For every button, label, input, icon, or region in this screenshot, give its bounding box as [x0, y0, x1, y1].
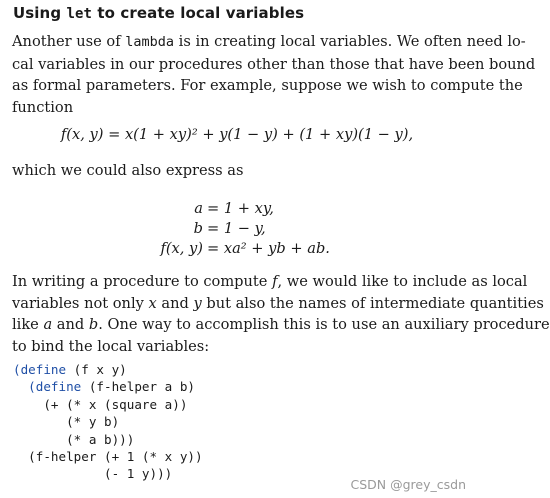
- equation-a: [0, 199, 474, 219]
- watermark: CSDN @grey_csdn: [350, 477, 466, 492]
- text-span: . One way to accomplish this is to use an auxiliary procedure: [98, 316, 550, 333]
- paragraph-intro: [12, 31, 536, 118]
- paragraph-procedure-line-2: [12, 293, 544, 315]
- code-indent: [13, 397, 43, 412]
- code-line: [13, 466, 172, 481]
- text-span: and: [156, 294, 194, 312]
- code-indent: [13, 449, 28, 464]
- paragraph-intro-line-2: cal variables in our procedures other than those that have been bound: [12, 55, 536, 73]
- text-span: , we would like to include as local: [277, 273, 528, 290]
- section-title-suffix: to create local variables: [92, 4, 305, 22]
- equation-main: [0, 126, 474, 143]
- code-text: (* y b): [66, 414, 120, 430]
- text-span: but also the names of intermediate quantities: [201, 294, 544, 312]
- code-line: [13, 449, 203, 464]
- equation-group: [0, 199, 474, 261]
- code-line: [13, 432, 134, 447]
- code-text: (f-helper (+ 1 (* x y)): [28, 449, 203, 465]
- section-title: [13, 4, 304, 22]
- code-text: (+ (* x (square a)): [43, 396, 188, 412]
- text-span: variables not only: [12, 294, 149, 312]
- code-text: (* a b))): [66, 431, 135, 447]
- paragraph-intro-line-3: as formal parameters. For example, suppose we wish to compute the: [12, 77, 523, 94]
- equation-b-rhs: = 1 − y,: [207, 220, 266, 237]
- text-span: like: [12, 316, 44, 333]
- inline-code-lambda: lambda: [125, 34, 175, 50]
- paragraph-procedure: [12, 271, 550, 357]
- text-span: Another use of: [12, 33, 126, 50]
- math-var-a: a: [43, 316, 53, 333]
- text-span: In writing a procedure to compute: [12, 273, 273, 290]
- code-line: [13, 397, 187, 412]
- math-var-x: x: [148, 294, 157, 312]
- section-title-prefix: Using: [13, 4, 67, 22]
- equation-a-rhs: = 1 + xy,: [207, 200, 274, 217]
- paragraph-intro-line-1: [12, 31, 526, 54]
- section-title-code: let: [66, 6, 93, 22]
- paragraph-procedure-line-3: [12, 314, 550, 336]
- paragraph-procedure-line-1: [12, 271, 528, 293]
- paragraph-express-line: which we could also express as: [12, 162, 244, 179]
- code-keyword: (define: [13, 362, 67, 377]
- equation-f-rhs: = xa² + yb + ab.: [207, 240, 330, 257]
- code-text: (- 1 y))): [104, 466, 173, 482]
- paragraph-procedure-line-4: to bind the local variables:: [12, 337, 210, 355]
- code-indent: [13, 414, 66, 429]
- text-span: is in creating local variables. We often need lo-: [174, 33, 526, 50]
- paragraph-intro-line-4: function: [12, 98, 74, 116]
- equation-b: [0, 219, 474, 239]
- equation-b-lhs: b: [193, 220, 203, 237]
- equation-a-lhs: a: [194, 200, 203, 217]
- code-line: [13, 362, 127, 377]
- code-line: [13, 414, 119, 429]
- code-line: [13, 379, 195, 394]
- code-block: [13, 361, 203, 483]
- equation-main-text: f(x, y) = x(1 + xy)² + y(1 − y) + (1 + xy)(1 − y),: [60, 126, 414, 143]
- math-var-f: f: [272, 273, 278, 290]
- equation-f-lhs: f(x, y): [160, 240, 203, 257]
- code-text: (f x y): [66, 362, 127, 377]
- text-span: and: [52, 316, 89, 333]
- math-var-b: b: [88, 316, 99, 333]
- code-indent: [13, 466, 104, 481]
- math-var-y: y: [193, 294, 202, 312]
- equation-f: [0, 239, 474, 259]
- code-keyword: (define: [28, 379, 82, 395]
- code-text: (f-helper a b): [81, 379, 195, 395]
- paragraph-express: [12, 160, 464, 182]
- code-indent: [13, 379, 28, 394]
- code-indent: [13, 432, 66, 447]
